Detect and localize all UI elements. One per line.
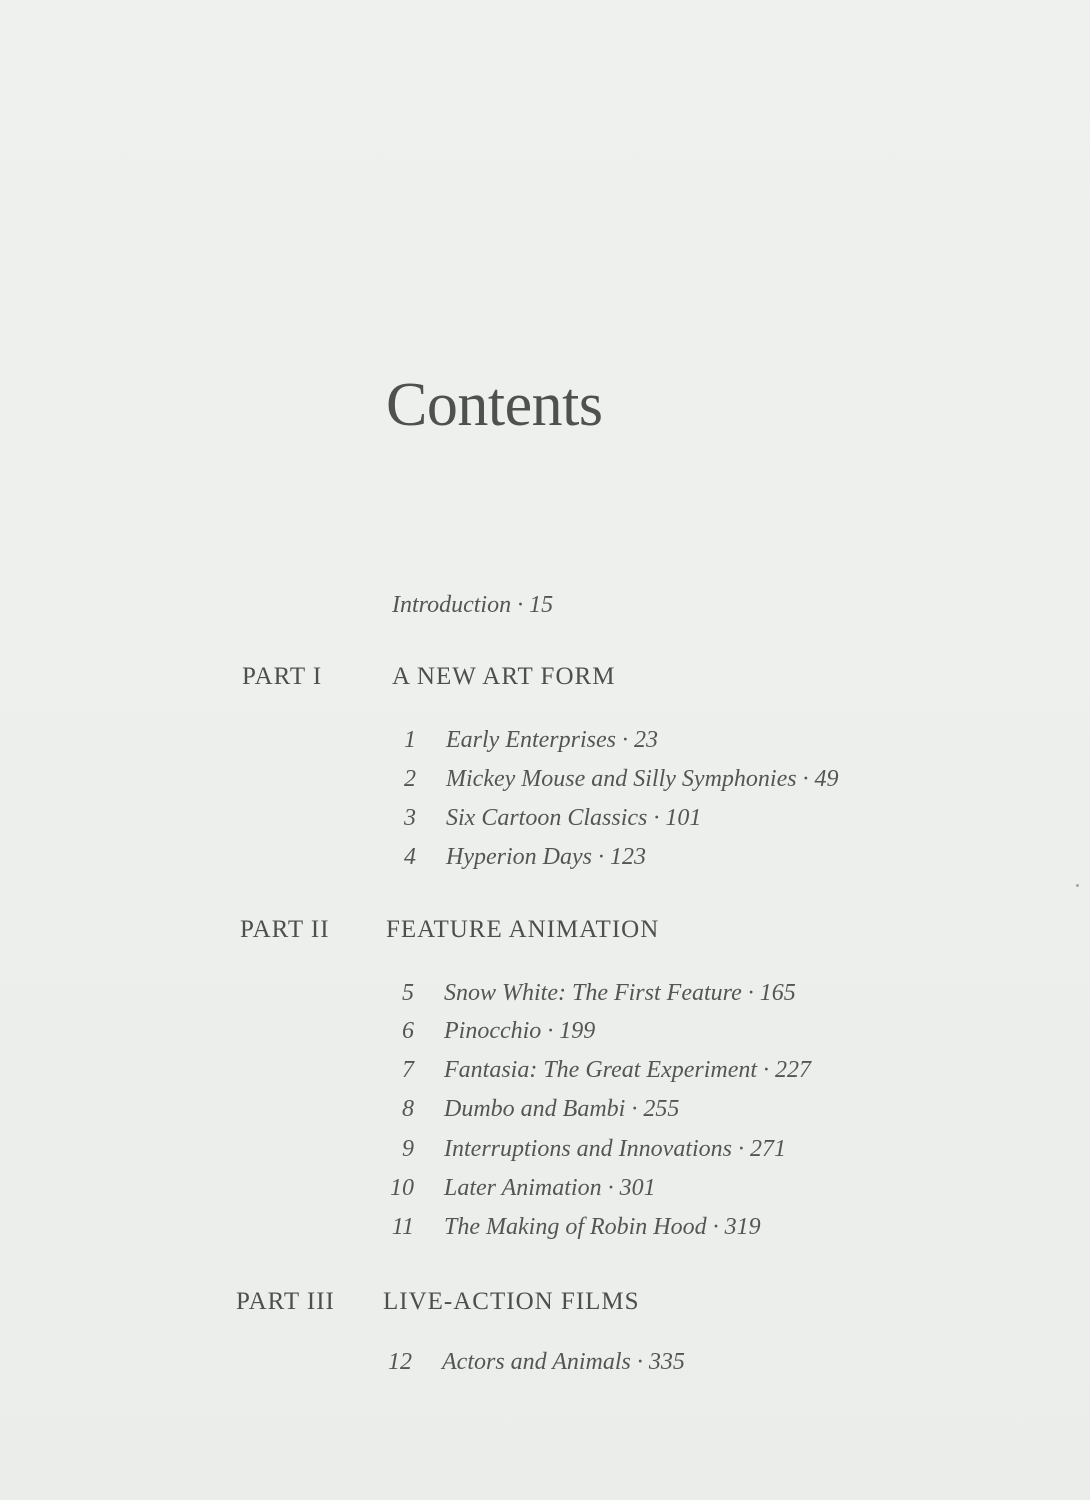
chapter-number: 4	[404, 844, 416, 870]
chapter-title: Six Cartoon Classics · 101	[446, 805, 702, 831]
chapter-title: Early Enterprises · 23	[446, 727, 658, 753]
chapter-number: 10	[390, 1175, 414, 1201]
introduction-entry: Introduction · 15	[392, 592, 554, 618]
part-3-title: LIVE-ACTION FILMS	[383, 1288, 640, 1315]
chapter-title: The Making of Robin Hood · 319	[444, 1214, 761, 1240]
chapter-number: 2	[404, 766, 416, 792]
chapter-title: Fantasia: The Great Experiment · 227	[444, 1057, 812, 1083]
chapter-number: 3	[404, 805, 416, 831]
chapter-title: Actors and Animals · 335	[442, 1349, 685, 1375]
part-3-label: PART III	[236, 1288, 335, 1315]
chapter-title: Snow White: The First Feature · 165	[444, 980, 796, 1006]
part-2-label: PART II	[240, 916, 330, 943]
chapter-number: 8	[402, 1096, 414, 1122]
page-title: Contents	[386, 371, 603, 439]
chapter-number: 6	[402, 1018, 414, 1044]
chapter-number: 9	[402, 1136, 414, 1162]
chapter-title: Later Animation · 301	[444, 1175, 656, 1201]
part-1-label: PART I	[242, 663, 323, 690]
chapter-title: Interruptions and Innovations · 271	[444, 1136, 786, 1162]
chapter-number: 11	[391, 1214, 414, 1240]
chapter-title: Hyperion Days · 123	[446, 844, 646, 870]
chapter-number: 12	[388, 1349, 412, 1375]
chapter-number: 1	[404, 727, 416, 753]
chapter-number: 7	[402, 1057, 414, 1083]
paper-speck	[1076, 884, 1079, 887]
part-2-title: FEATURE ANIMATION	[386, 916, 660, 943]
chapter-title: Mickey Mouse and Silly Symphonies · 49	[446, 766, 839, 792]
chapter-title: Pinocchio · 199	[444, 1018, 596, 1044]
part-1-title: A NEW ART FORM	[392, 663, 616, 690]
chapter-title: Dumbo and Bambi · 255	[444, 1096, 680, 1122]
chapter-number: 5	[402, 980, 414, 1006]
